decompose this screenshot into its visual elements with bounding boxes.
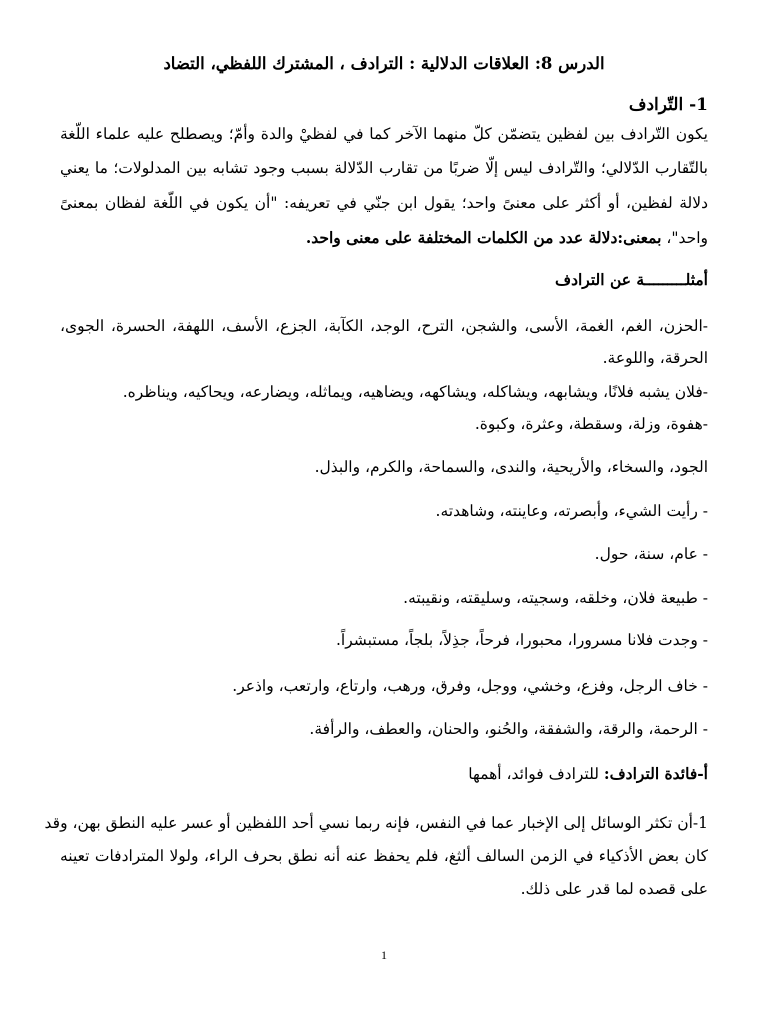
paragraph-line: 1-أن تكثر الوسائل إلى الإخبار عما في النفس، فإنه ربما نسي أحد اللفظين أو عسر عليه النطق بهن، وقد: [44, 814, 708, 832]
examples-heading: أمثلـــــــــة عن الترادف: [555, 270, 708, 289]
example-line: الحرقة، واللوعة.: [602, 349, 708, 367]
paragraph-line: على قصده لما قدر على ذلك.: [520, 880, 708, 898]
page-number: 1: [381, 948, 387, 962]
paragraph-line: [60, 228, 708, 248]
paragraph-line: يكون التّرادف بين لفظين يتضمّن كلّ منهما الآخر كما في لفظيْ والدة وأمّ؛ ويصطلح عليه علماء اللّغة: [60, 125, 708, 143]
paragraph-line: بالتّقارب الدّلالي؛ والتّرادف ليس إلّا ضربًا من تقارب الدّلالة بسبب وجود تشابه بين المدلولات؛ ما يعني: [60, 159, 708, 177]
definition-bold: بمعنى:دلالة عدد من الكلمات المختلفة على معنى واحد.: [305, 228, 662, 247]
example-line: - الرحمة، والرقة، والشفقة، والحُنو، والحنان، والعطف، والرأفة.: [309, 720, 708, 738]
section-heading-synonymy: 1- التّرادف: [628, 95, 708, 115]
example-line: - عام، سنة، حول.: [594, 545, 708, 563]
lesson-title: الدرس 8: العلاقات الدلالية : الترادف ، المشترك اللفظي، التضاد: [163, 54, 605, 73]
example-line: الجود، والسخاء، والأريحية، والندى، والسماحة، والكرم، والبذل.: [314, 458, 708, 476]
benefit-heading: أ-فائدة الترادف:: [603, 764, 708, 783]
example-line: - خاف الرجل، وفزع، وخشي، ووجل، وفرق، ورهب، وارتاع، وارتعب، واذعر.: [232, 677, 708, 695]
example-line: -هفوة، وزلة، وسقطة، وعثرة، وكبوة.: [474, 415, 708, 433]
example-line: - طبيعة فلان، وخلقه، وسجيته، وسليقته، ونقيبته.: [403, 589, 708, 607]
benefit-intro: للترادف فوائد، أهمها: [468, 765, 604, 783]
example-line: -فلان يشبه فلانًا، ويشابهه، ويشاكله، ويشاكهه، ويضاهيه، ويماثله، ويضارعه، ويحاكيه، ويناظره.: [122, 383, 708, 401]
benefit-heading-line: [60, 764, 708, 784]
example-line: - وجدت فلانا مسرورا، محبورا، فرحاً، جذِلاً، بلجاً، مستبشراً.: [336, 631, 708, 649]
paragraph-text: واحد"،: [661, 229, 708, 247]
paragraph-line: دلالة لفظين، أو أكثر على معنىً واحد؛ يقول ابن جنّي في تعريفه: "أن يكون في اللّغة لفظان بمعنىً: [60, 194, 708, 212]
example-line: -الحزن، الغم، الغمة، الأسى، والشجن، الترح، الوجد، الكآبة، الجزع، الأسف، اللهفة، الحسرة، الجوى،: [60, 317, 708, 335]
example-line: - رأيت الشيء، وأبصرته، وعاينته، وشاهدته.: [435, 502, 708, 520]
paragraph-line: كان بعض الأذكياء في الزمن السالف ألثغ، فلم يحفظ عنه أنه نطق بحرف الراء، ولولا المترادفات تعينه: [60, 847, 708, 865]
